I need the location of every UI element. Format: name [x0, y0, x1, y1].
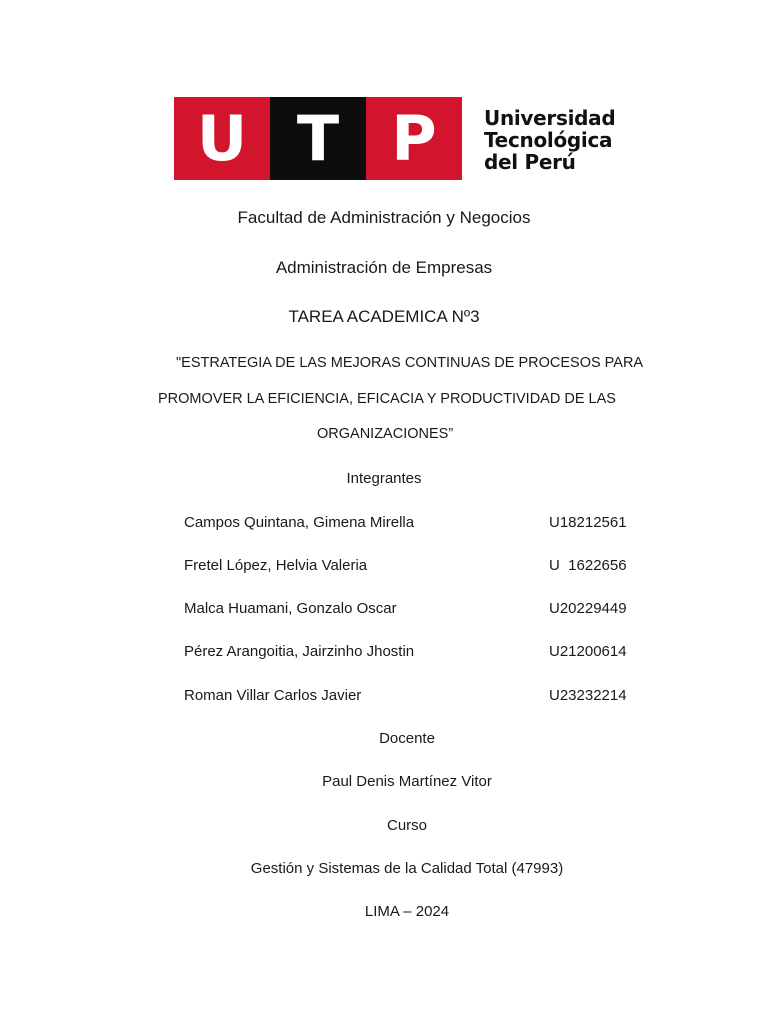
place-year: LIMA – 2024: [364, 903, 450, 920]
members-label: Integrantes: [346, 470, 422, 487]
member-code: U21200614: [549, 643, 627, 660]
work-title-line-2: PROMOVER LA EFICIENCIA, EFICACIA Y PRODUCTIVIDAD DE LAS: [158, 391, 616, 407]
member-name: Pérez Arangoitia, Jairzinho Jhostin: [184, 643, 415, 660]
work-title-line-1: "ESTRATEGIA DE LAS MEJORAS CONTINUAS DE PROCESOS PARA: [176, 355, 644, 371]
logo-name-line-1: Universidad: [484, 106, 616, 130]
career-name: Administración de Empresas: [275, 258, 493, 277]
course-label: Curso: [386, 817, 427, 834]
utp-logo: [174, 97, 624, 180]
member-code: U20229449: [549, 600, 627, 617]
member-name: Malca Huamani, Gonzalo Oscar: [184, 600, 397, 617]
logo-name-line-3: del Perú: [484, 150, 576, 174]
faculty-name: Facultad de Administración y Negocios: [237, 208, 531, 227]
member-code: U 1622656: [549, 557, 627, 574]
logo-university-name: [484, 107, 615, 173]
member-name: Fretel López, Helvia Valeria: [184, 557, 368, 574]
teacher-name: Paul Denis Martínez Vitor: [322, 773, 492, 790]
assignment-title: TAREA ACADEMICA Nº3: [288, 307, 480, 326]
member-name: Roman Villar Carlos Javier: [184, 687, 362, 704]
teacher-label: Docente: [379, 730, 435, 747]
member-name: Campos Quintana, Gimena Mirella: [184, 514, 415, 531]
logo-letter-t: T: [270, 97, 366, 180]
logo-letter-u: U: [174, 97, 270, 180]
work-title-line-3: ORGANIZACIONES”: [317, 426, 454, 442]
course-name: Gestión y Sistemas de la Calidad Total (47993): [250, 860, 564, 877]
member-code: U23232214: [549, 687, 627, 704]
logo-name-line-2: Tecnológica: [484, 128, 613, 152]
logo-letter-p: P: [366, 97, 462, 180]
member-code: U18212561: [549, 514, 627, 531]
